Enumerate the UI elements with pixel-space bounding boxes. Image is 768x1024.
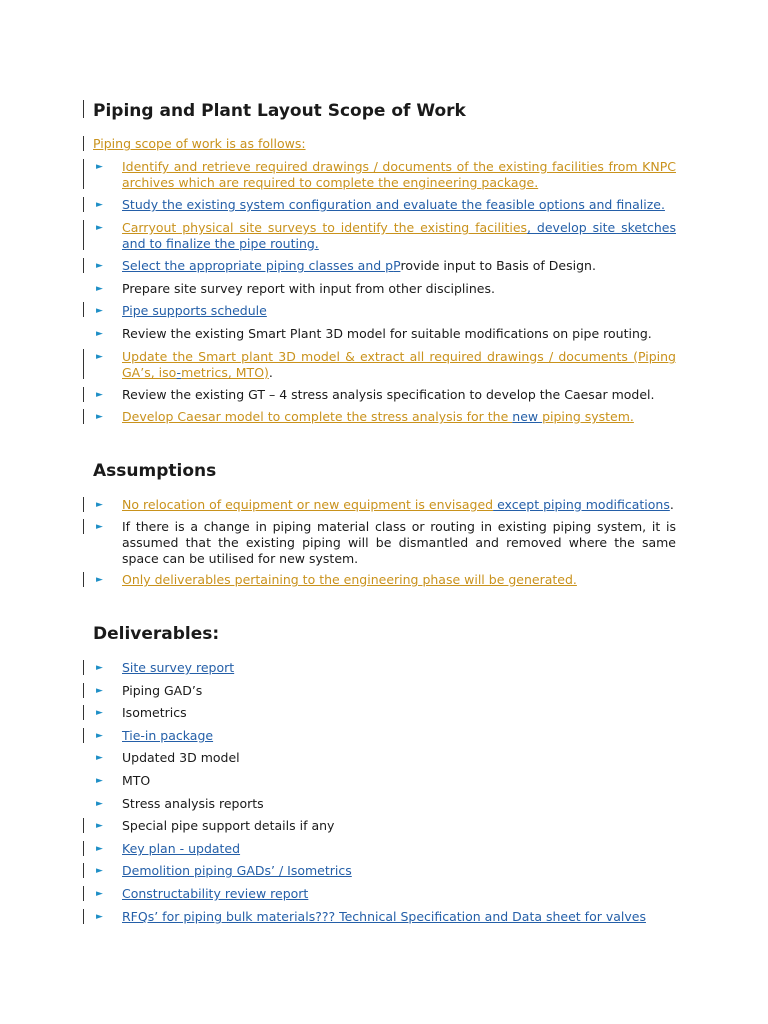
text-run: Review the existing GT – 4 stress analysis specification to develop the Caesar model. [122, 387, 655, 402]
text-run: Updated 3D model [122, 750, 240, 765]
list-item-text [122, 409, 676, 425]
tracked-change-run: Tie-in package [122, 728, 214, 743]
section-title-scope: Piping and Plant Layout Scope of Work [93, 101, 466, 121]
text-run: Isometrics [122, 705, 187, 720]
bullet-arrow-icon: ► [96, 162, 103, 172]
tracked-change-run: Develop Caesar model to complete the stress analysis for the [122, 409, 513, 424]
bullet-arrow-icon: ► [96, 575, 103, 585]
tracked-change-run: new [512, 409, 543, 424]
change-bar [83, 349, 84, 379]
list-item-text [122, 387, 676, 403]
list-item-text [122, 705, 676, 721]
bullet-arrow-icon: ► [96, 261, 103, 271]
bullet-arrow-icon: ► [96, 329, 103, 339]
list-item-text [122, 818, 676, 834]
change-bar [83, 258, 84, 273]
bullet-arrow-icon: ► [96, 889, 103, 899]
change-bar [83, 409, 84, 424]
bullet-arrow-icon: ► [96, 306, 103, 316]
list-item-text [122, 909, 676, 925]
change-bar [83, 909, 84, 924]
list-item-text [122, 841, 676, 857]
bullet-arrow-icon: ► [96, 352, 103, 362]
bullet-arrow-icon: ► [96, 500, 103, 510]
bullet-arrow-icon: ► [96, 390, 103, 400]
bullet-arrow-icon: ► [96, 663, 103, 673]
text-run: Special pipe support details if any [122, 818, 335, 833]
list-item-text [122, 197, 676, 213]
text-run: Stress analysis reports [122, 796, 264, 811]
tracked-change-run: P [393, 258, 401, 273]
bullet-arrow-icon: ► [96, 821, 103, 831]
change-bar [83, 728, 84, 743]
change-bar [83, 497, 84, 512]
tracked-change-run: Demolition piping GADs’ / Isometrics [122, 863, 352, 878]
bullet-arrow-icon: ► [96, 866, 103, 876]
change-bar [83, 818, 84, 833]
list-item-text [122, 281, 676, 297]
list-item-text [122, 796, 676, 812]
change-bar [83, 572, 84, 587]
bullet-arrow-icon: ► [96, 731, 103, 741]
change-bar [83, 705, 84, 720]
tracked-change-run: RFQs’ for piping bulk materials??? Technical Specification and Data sheet for valves [122, 909, 646, 924]
tracked-change-run: piping system. [542, 409, 634, 424]
change-bar [83, 683, 84, 698]
bullet-arrow-icon: ► [96, 522, 103, 532]
tracked-change-run: Constructability review report [122, 886, 309, 901]
tracked-change-run: except piping modifications [493, 497, 670, 512]
text-run: . [268, 365, 273, 380]
list-item-text [122, 220, 676, 252]
bullet-arrow-icon: ► [96, 686, 103, 696]
list-item-text [122, 349, 676, 381]
tracked-change-run: Identify and retrieve required drawings / documents of the existing facilities from KNPC archives which are required to complete the engineering package. [122, 159, 676, 190]
tracked-change-run: Select the appropriate piping classes and p [122, 258, 394, 273]
list-item-text [122, 728, 676, 744]
change-bar [83, 660, 84, 675]
tracked-change-run: Update the Smart plant 3D model & extract all required drawings / documents (Piping GA’s, iso [122, 349, 676, 380]
tracked-change-run: Key plan - updated [122, 841, 241, 856]
list-item-text [122, 497, 676, 513]
list-item-text [122, 750, 676, 766]
bullet-arrow-icon: ► [96, 708, 103, 718]
change-bar [83, 387, 84, 402]
bullet-arrow-icon: ► [96, 412, 103, 422]
list-item-text [122, 660, 676, 676]
list-item-text [122, 519, 676, 567]
list-item-text [122, 159, 676, 191]
bullet-arrow-icon: ► [96, 200, 103, 210]
bullet-arrow-icon: ► [96, 223, 103, 233]
text-run: Prepare site survey report with input from other disciplines. [122, 281, 495, 296]
list-item-text [122, 258, 676, 274]
tracked-change-run: Study the existing system configuration and evaluate the feasible options and finalize. [122, 197, 665, 212]
change-bar [83, 136, 84, 151]
section-title-assumptions: Assumptions [93, 461, 217, 481]
text-run: Piping GAD’s [122, 683, 203, 698]
change-bar [83, 159, 84, 189]
scope-intro: Piping scope of work is as follows: [93, 136, 306, 151]
tracked-change-run: - [176, 365, 182, 380]
tracked-change-run: , develop site sketches and to finalize the pipe routing. [122, 220, 676, 251]
tracked-change-run: metrics, MTO) [181, 365, 269, 380]
list-item-text [122, 863, 676, 879]
change-bar [83, 886, 84, 901]
bullet-arrow-icon: ► [96, 753, 103, 763]
list-item-text [122, 683, 676, 699]
bullet-arrow-icon: ► [96, 912, 103, 922]
list-item-text [122, 572, 676, 588]
tracked-change-run: Pipe supports schedule [122, 303, 267, 318]
change-bar [83, 302, 84, 317]
tracked-change-run: Carryout physical site surveys to identify the existing facilities [122, 220, 528, 235]
tracked-change-run: No relocation of equipment or new equipment is envisaged [122, 497, 494, 512]
change-bar [83, 841, 84, 856]
change-bar [83, 197, 84, 212]
text-run: MTO [122, 773, 151, 788]
list-item-text [122, 326, 676, 342]
text-run: Review the existing Smart Plant 3D model for suitable modifications on pipe routing. [122, 326, 652, 341]
bullet-arrow-icon: ► [96, 776, 103, 786]
change-bar [83, 220, 84, 250]
change-bar [83, 863, 84, 878]
list-item-text [122, 886, 676, 902]
text-run: rovide input to Basis of Design. [400, 258, 596, 273]
bullet-arrow-icon: ► [96, 844, 103, 854]
tracked-change-run: Site survey report [122, 660, 235, 675]
text-run: . [669, 497, 674, 512]
bullet-arrow-icon: ► [96, 284, 103, 294]
list-item-text [122, 303, 676, 319]
change-bar [83, 519, 84, 534]
change-bar [83, 100, 84, 118]
bullet-arrow-icon: ► [96, 799, 103, 809]
section-title-deliverables: Deliverables: [93, 624, 220, 644]
list-item-text [122, 773, 676, 789]
text-run: If there is a change in piping material class or routing in existing piping system, it is assumed that the existing piping will be dismantled and removed where the same space can be utilised for new system. [122, 519, 676, 566]
tracked-change-run: Only deliverables pertaining to the engineering phase will be generated. [122, 572, 577, 587]
